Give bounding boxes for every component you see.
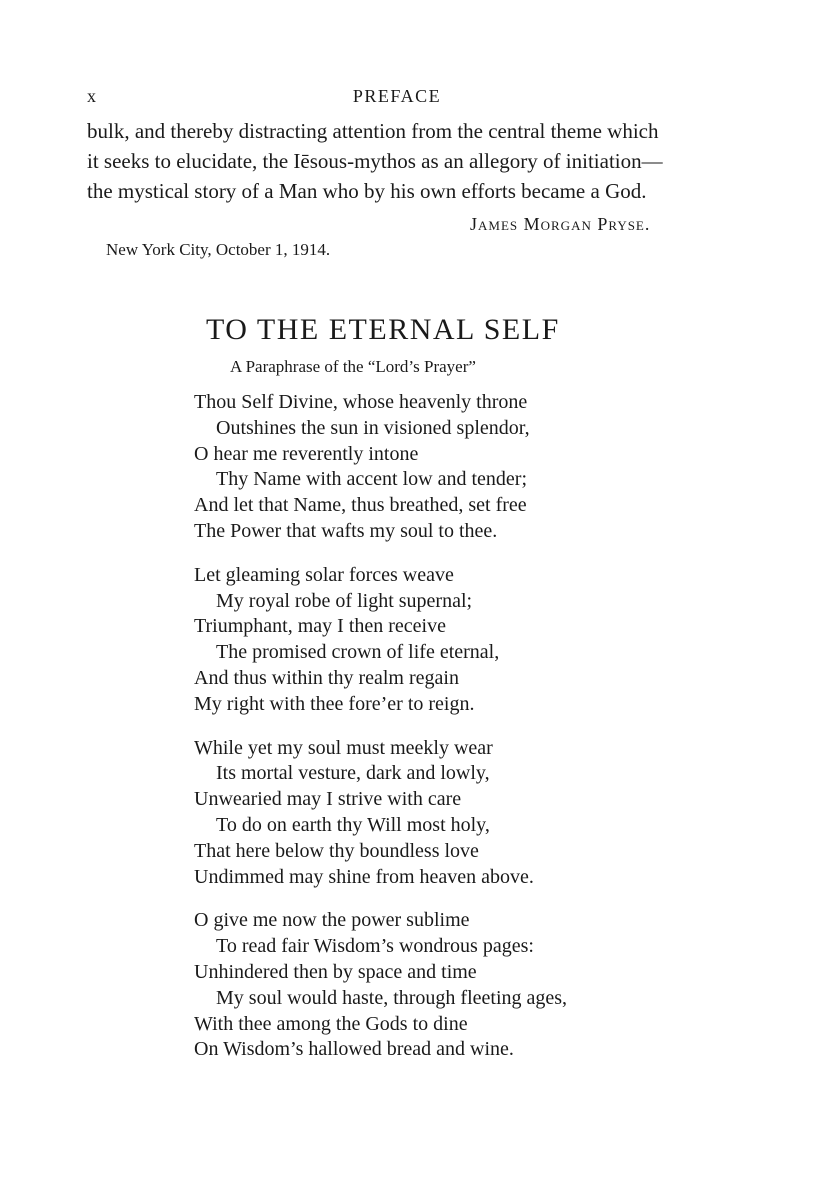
stanza <box>194 908 664 1063</box>
verse-line: That here below thy boundless love <box>194 839 479 862</box>
verse-line: My soul would haste, through fleeting ages, <box>216 986 568 1009</box>
verse-line: Thy Name with accent low and tender; <box>216 468 527 491</box>
verse-line: Its mortal vesture, dark and lowly, <box>216 762 490 785</box>
poem-title: TO THE ETERNAL SELF <box>206 313 560 346</box>
verse-line: And let that Name, thus breathed, set free <box>194 494 527 517</box>
verse-line: To do on earth thy Will most holy, <box>216 813 490 836</box>
running-title: PREFACE <box>352 86 442 106</box>
verse-line: The promised crown of life eternal, <box>216 641 500 664</box>
preface-line: the mystical story of a Man who by his own efforts became a God. <box>87 179 647 203</box>
poem-subtitle: A Paraphrase of the “Lord’s Prayer” <box>230 357 476 376</box>
verse-line: My right with thee fore’er to reign. <box>194 692 475 715</box>
stanza <box>194 390 664 545</box>
stanza <box>194 563 664 718</box>
verse-line: And thus within thy realm regain <box>194 666 459 689</box>
verse-line: My royal robe of light supernal; <box>216 589 473 612</box>
running-head <box>87 86 707 112</box>
verse-line: Outshines the sun in visioned splendor, <box>216 416 530 439</box>
author-signature: James Morgan Pryse. <box>470 214 651 234</box>
dateline: New York City, October 1, 1914. <box>106 240 331 259</box>
verse-line: Let gleaming solar forces weave <box>194 563 454 586</box>
preface-line: it seeks to elucidate, the Iēsous-mythos as an allegory of initiation— <box>87 149 663 173</box>
verse-line: Unwearied may I strive with care <box>194 788 462 811</box>
verse-line: With thee among the Gods to dine <box>194 1012 468 1035</box>
preface-paragraph <box>87 116 712 206</box>
verse-line: The Power that wafts my soul to thee. <box>194 519 498 542</box>
poem-body <box>194 390 664 1081</box>
verse-line: While yet my soul must meekly wear <box>194 736 493 759</box>
verse-line: O hear me reverently intone <box>194 442 419 465</box>
verse-line: O give me now the power sublime <box>194 909 470 932</box>
verse-line: Undimmed may shine from heaven above. <box>194 865 534 888</box>
verse-line: On Wisdom’s hallowed bread and wine. <box>194 1038 514 1061</box>
stanza <box>194 736 664 891</box>
preface-line: bulk, and thereby distracting attention from the central theme which <box>87 119 659 143</box>
verse-line: To read fair Wisdom’s wondrous pages: <box>216 935 534 958</box>
verse-line: Triumphant, may I then receive <box>194 615 446 638</box>
verse-line: Thou Self Divine, whose heavenly throne <box>194 391 528 413</box>
verse-line: Unhindered then by space and time <box>194 960 477 983</box>
page-number: x <box>87 86 97 106</box>
